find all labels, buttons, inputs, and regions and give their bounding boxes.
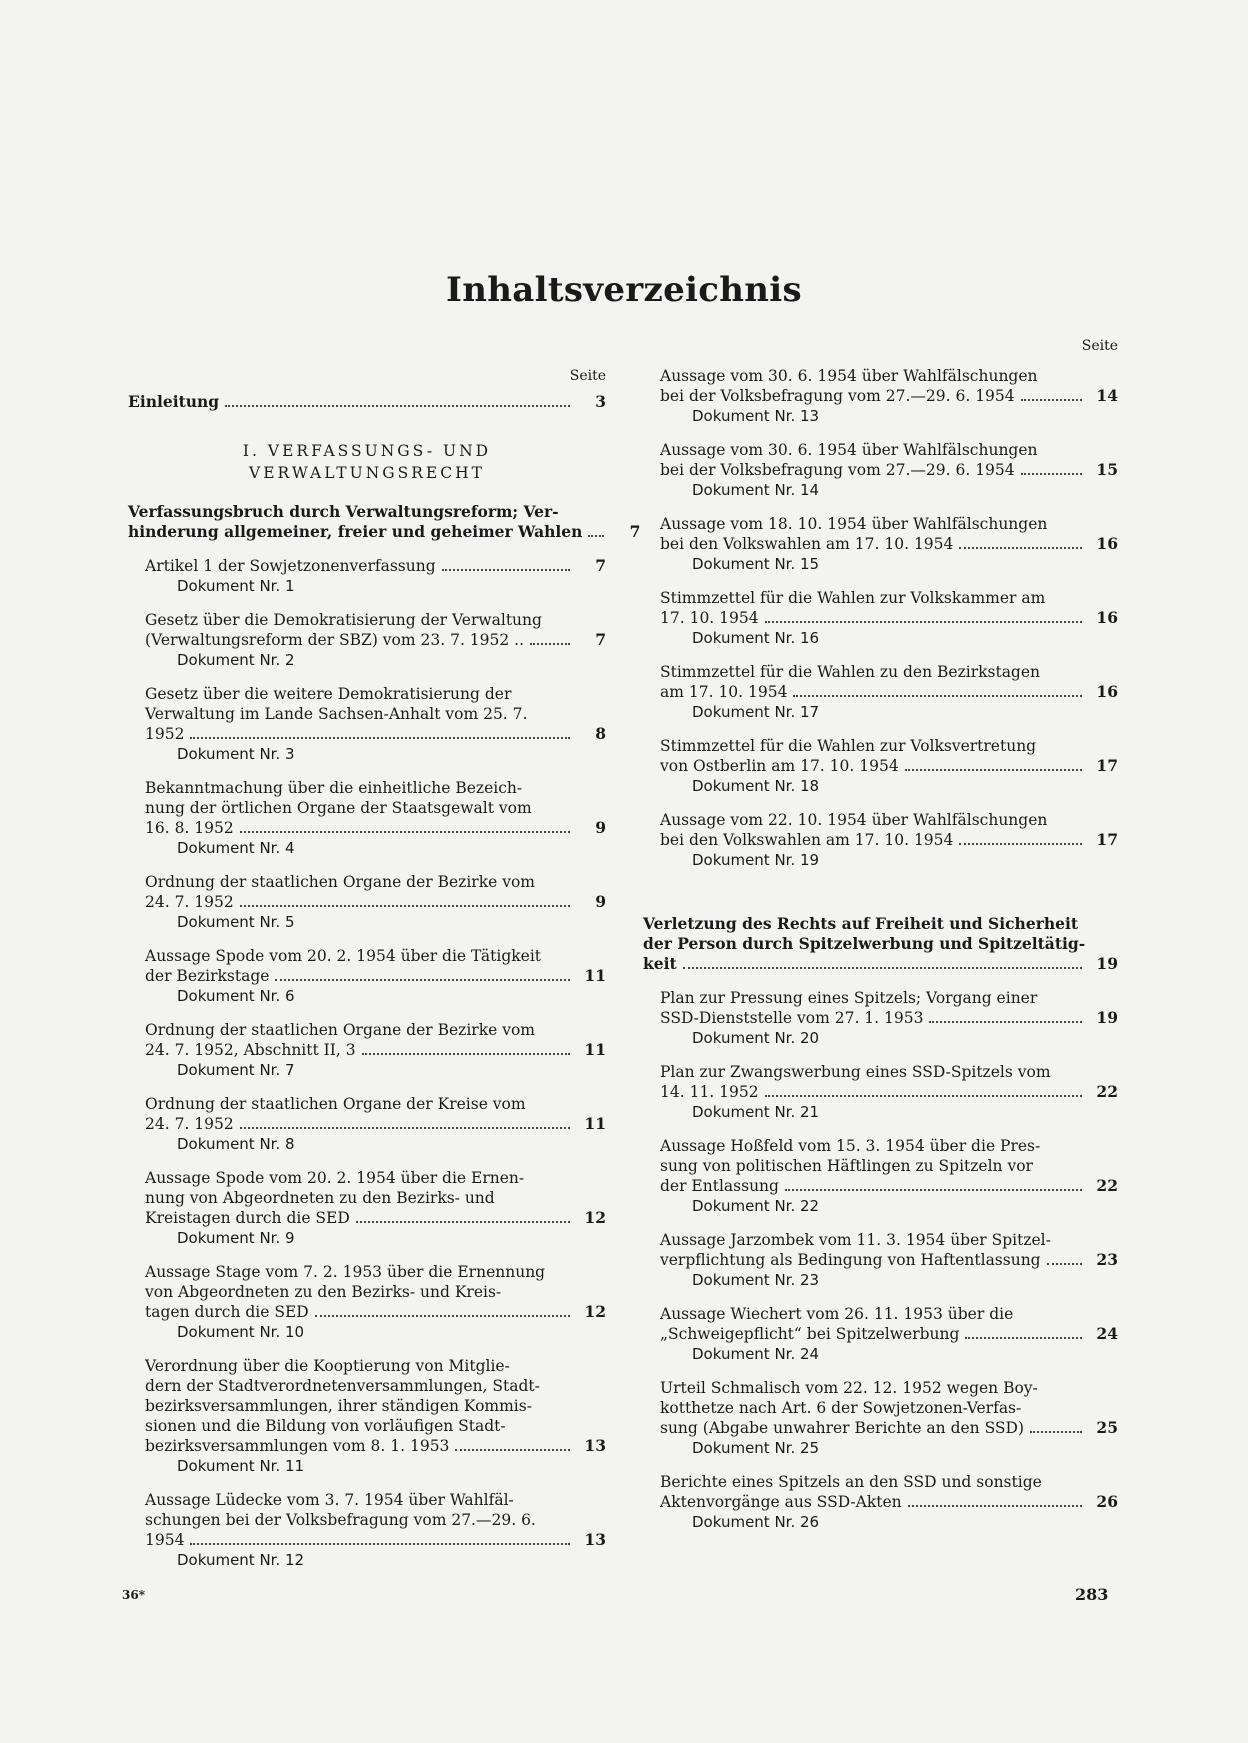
dot-leader: [959, 547, 1082, 549]
toc-entry[interactable]: [660, 1062, 1118, 1122]
dot-leader: [793, 695, 1082, 697]
page-ref: 3: [595, 392, 606, 411]
dot-leader: [588, 535, 604, 537]
dot-leader: [765, 1095, 1082, 1097]
document-number: Dokument Nr. 8: [177, 1135, 295, 1153]
document-number: Dokument Nr. 24: [692, 1345, 820, 1363]
toc-entry[interactable]: [660, 514, 1118, 574]
dot-leader: [1021, 473, 1082, 475]
toc-entry[interactable]: [145, 1356, 606, 1476]
entry-text-line: Verletzung des Rechts auf Freiheit und Sicherheit: [643, 914, 1079, 933]
toc-entry[interactable]: [145, 1168, 606, 1248]
entry-text-line: Berichte eines Spitzels an den SSD und sonstige: [660, 1473, 1042, 1491]
entry-text-line: Plan zur Pressung eines Spitzels; Vorgang einer: [660, 989, 1038, 1007]
entry-text-line: Urteil Schmalisch vom 22. 12. 1952 wegen Boy-: [660, 1379, 1038, 1397]
page-ref: 19: [1096, 954, 1118, 973]
toc-entry[interactable]: [145, 872, 606, 932]
toc-list-right-b: [643, 988, 1118, 1532]
page-ref: 11: [584, 1114, 606, 1133]
entry-text-line: Kreistagen durch die SED: [145, 1209, 350, 1227]
dot-leader: [929, 1021, 1082, 1023]
document-number: Dokument Nr. 18: [692, 777, 820, 795]
seite-header: Seite: [1081, 338, 1118, 354]
document-number: Dokument Nr. 16: [692, 629, 820, 647]
entry-text-line: Ordnung der staatlichen Organe der Bezirke vom: [145, 1021, 535, 1039]
entry-text-line: Aktenvorgänge aus SSD-Akten: [660, 1493, 902, 1511]
toc-main-entry[interactable]: [643, 914, 1118, 974]
entry-text-line: schungen bei der Volksbefragung vom 27.—29. 6.: [145, 1511, 536, 1529]
entry-text-line: 24. 7. 1952: [145, 1115, 234, 1133]
page-ref: 7: [595, 630, 606, 649]
entry-text-line: der Bezirkstage: [145, 967, 270, 985]
entry-text-line: Plan zur Zwangswerbung eines SSD-Spitzels vom: [660, 1063, 1051, 1081]
page-ref: 14: [1096, 386, 1118, 405]
toc-entry[interactable]: [660, 440, 1118, 500]
document-number: Dokument Nr. 11: [177, 1457, 305, 1475]
entry-text-line: Stimmzettel für die Wahlen zur Volksvertretung: [660, 737, 1037, 755]
document-number: Dokument Nr. 5: [177, 913, 295, 931]
page-ref: 16: [1096, 534, 1118, 553]
seite-header: Seite: [569, 368, 606, 384]
document-number: Dokument Nr. 10: [177, 1323, 305, 1341]
page-ref: 12: [584, 1302, 606, 1321]
entry-text-line: von Ostberlin am 17. 10. 1954: [660, 757, 899, 775]
document-number: Dokument Nr. 3: [177, 745, 295, 763]
entry-text-line: Aussage Stage vom 7. 2. 1953 über die Ernennung: [145, 1263, 546, 1281]
entry-text-line: „Schweigepflicht“ bei Spitzelwerbung: [660, 1325, 960, 1343]
entry-text-line: bezirksversammlungen vom 8. 1. 1953: [145, 1437, 450, 1455]
entry-text-line: sung von politischen Häftlingen zu Spitzeln vor: [660, 1157, 1033, 1175]
document-number: Dokument Nr. 15: [692, 555, 820, 573]
page-ref: 15: [1096, 460, 1118, 479]
toc-column-left: [128, 368, 641, 1584]
entry-text-line: Verfassungsbruch durch Verwaltungsreform; Ver-: [128, 502, 559, 521]
dot-leader: [785, 1189, 1082, 1191]
entry-text-line: 24. 7. 1952, Abschnitt II, 3: [145, 1041, 356, 1059]
dot-leader: [1021, 399, 1082, 401]
entry-text-line: bei der Volksbefragung vom 27.—29. 6. 1954: [660, 387, 1015, 405]
page-ref: 26: [1096, 1492, 1118, 1511]
entry-text-line: Ordnung der staatlichen Organe der Bezirke vom: [145, 873, 535, 891]
entry-text-line: SSD-Dienststelle vom 27. 1. 1953: [660, 1009, 924, 1027]
document-number: Dokument Nr. 4: [177, 839, 295, 857]
entry-text-line: bei der Volksbefragung vom 27.—29. 6. 1954: [660, 461, 1015, 479]
dot-leader: [356, 1221, 570, 1223]
document-number: Dokument Nr. 7: [177, 1061, 295, 1079]
entry-text-line: Verordnung über die Kooptierung von Mitglie-: [145, 1357, 510, 1375]
page-ref: 22: [1096, 1082, 1118, 1101]
page-ref: 13: [584, 1436, 606, 1455]
section-heading: I. VERFASSUNGS- UND VERWALTUNGSRECHT: [242, 442, 492, 482]
document-number: Dokument Nr. 1: [177, 577, 295, 595]
dot-leader: [683, 967, 1082, 969]
dot-leader: [765, 621, 1082, 623]
toc-entry[interactable]: [145, 1490, 606, 1570]
page-ref: 17: [1096, 830, 1118, 849]
dot-leader: [1047, 1263, 1082, 1265]
toc-entry[interactable]: [660, 736, 1118, 796]
dot-leader: [225, 405, 570, 407]
toc-entry[interactable]: [145, 946, 606, 1006]
dot-leader: [908, 1505, 1082, 1507]
page-ref: 16: [1096, 608, 1118, 627]
page-ref: 19: [1096, 1008, 1118, 1027]
entry-text-line: bei den Volkswahlen am 17. 10. 1954: [660, 831, 954, 849]
toc-entry[interactable]: [660, 1304, 1118, 1364]
entry-text-line: Aussage Spode vom 20. 2. 1954 über die Tätigkeit: [145, 947, 542, 965]
page-title: Inhaltsverzeichnis: [446, 270, 802, 310]
page-number: 283: [1075, 1585, 1109, 1604]
entry-text-line: der Person durch Spitzelwerbung und Spitzeltätig-: [643, 934, 1086, 953]
entry-text-line: bezirksversammlungen, ihrer ständigen Kommis-: [145, 1397, 532, 1415]
toc-entry[interactable]: [145, 684, 606, 764]
dot-leader: [315, 1315, 570, 1317]
document-number: Dokument Nr. 23: [692, 1271, 820, 1289]
entry-text-line: von Abgeordneten zu den Bezirks- und Kreis-: [145, 1283, 502, 1301]
page-ref: 23: [1096, 1250, 1118, 1269]
entry-text-line: Aussage vom 30. 6. 1954 über Wahlfälschungen: [660, 367, 1038, 385]
entry-title: Einleitung: [128, 392, 220, 411]
entry-text-line: 16. 8. 1952: [145, 819, 234, 837]
toc-entry[interactable]: [145, 1020, 606, 1080]
page-ref: 11: [584, 1040, 606, 1059]
page-ref: 11: [584, 966, 606, 985]
page-ref: 9: [595, 892, 606, 911]
toc-entry[interactable]: [145, 556, 606, 596]
entry-text-line: Stimmzettel für die Wahlen zu den Bezirkstagen: [660, 663, 1041, 681]
toc-entry[interactable]: [660, 988, 1118, 1048]
toc-entry[interactable]: [145, 1262, 606, 1342]
entry-text-line: Aussage Wiechert vom 26. 11. 1953 über die: [660, 1305, 1014, 1323]
dot-leader: [905, 769, 1082, 771]
entry-text-line: verpflichtung als Bedingung von Haftentlassung: [660, 1251, 1041, 1269]
page-ref: 8: [595, 724, 606, 743]
page-ref: 24: [1096, 1324, 1118, 1343]
toc-column-right: [643, 338, 1118, 1546]
entry-text-line: Verwaltung im Lande Sachsen-Anhalt vom 25. 7.: [145, 705, 528, 723]
signature-mark: 36*: [122, 1588, 145, 1602]
entry-text-line: tagen durch die SED: [145, 1303, 309, 1321]
dot-leader: [240, 831, 570, 833]
page-ref: 17: [1096, 756, 1118, 775]
page-ref: 16: [1096, 682, 1118, 701]
document-number: Dokument Nr. 6: [177, 987, 295, 1005]
document-number: Dokument Nr. 9: [177, 1229, 295, 1247]
document-number: Dokument Nr. 21: [692, 1103, 820, 1121]
toc-entry[interactable]: [145, 1094, 606, 1154]
entry-text-line: Artikel 1 der Sowjetzonenverfassung: [145, 557, 436, 575]
dot-leader: [530, 643, 570, 645]
page-ref: 7: [629, 522, 641, 541]
document-number: Dokument Nr. 26: [692, 1513, 820, 1531]
toc-entry[interactable]: [660, 588, 1118, 648]
toc-entry[interactable]: [145, 778, 606, 858]
entry-text-line: 14. 11. 1952: [660, 1083, 759, 1101]
page-ref: 7: [595, 556, 606, 575]
dot-leader: [1030, 1431, 1082, 1433]
dot-leader: [275, 979, 570, 981]
document-number: Dokument Nr. 22: [692, 1197, 820, 1215]
entry-text-line: Aussage vom 22. 10. 1954 über Wahlfälschungen: [660, 811, 1048, 829]
entry-text-line: Aussage Hoßfeld vom 15. 3. 1954 über die Pres-: [660, 1137, 1041, 1155]
entry-text-line: sung (Abgabe unwahrer Berichte an den SSD): [660, 1419, 1025, 1437]
page-ref: 13: [584, 1530, 606, 1549]
entry-text-line: hinderung allgemeiner, freier und geheimer Wahlen: [128, 522, 583, 541]
document-number: Dokument Nr. 25: [692, 1439, 820, 1457]
dot-leader: [362, 1053, 570, 1055]
toc-entry[interactable]: [660, 1378, 1118, 1458]
entry-text-line: keit: [643, 954, 677, 973]
entry-text-line: Stimmzettel für die Wahlen zur Volkskammer am: [660, 589, 1046, 607]
entry-text-line: Gesetz über die weitere Demokratisierung der: [145, 685, 512, 703]
dot-leader: [965, 1337, 1082, 1339]
toc-entry[interactable]: [660, 366, 1118, 426]
entry-text-line: am 17. 10. 1954: [660, 683, 788, 701]
document-number: Dokument Nr. 17: [692, 703, 820, 721]
entry-text-line: sionen und die Bildung von vorläufigen Stadt-: [145, 1417, 506, 1435]
entry-text-line: kotthetze nach Art. 6 der Sowjetzonen-Verfas-: [660, 1399, 1022, 1417]
page-ref: 9: [595, 818, 606, 837]
toc-entry[interactable]: [660, 810, 1118, 870]
entry-text-line: (Verwaltungsreform der SBZ) vom 23. 7. 1952 ..: [145, 631, 525, 649]
document-number: Dokument Nr. 2: [177, 651, 295, 669]
entry-text-line: der Entlassung: [660, 1177, 779, 1195]
toc-entry[interactable]: [660, 1136, 1118, 1216]
document-number: Dokument Nr. 14: [692, 481, 820, 499]
entry-text-line: 24. 7. 1952: [145, 893, 234, 911]
entry-text-line: Ordnung der staatlichen Organe der Kreise vom: [145, 1095, 526, 1113]
entry-text-line: Aussage Lüdecke vom 3. 7. 1954 über Wahlfäl-: [145, 1491, 514, 1509]
spacer: [643, 884, 1118, 914]
dot-leader: [240, 1127, 570, 1129]
dot-leader: [959, 843, 1082, 845]
page-ref: 12: [584, 1208, 606, 1227]
toc-entry[interactable]: [145, 610, 606, 670]
entry-text-line: Bekanntmachung über die einheitliche Bezeich-: [145, 779, 523, 797]
toc-main-entry[interactable]: [128, 502, 641, 542]
dot-leader: [190, 1543, 570, 1545]
dot-leader: [455, 1449, 570, 1451]
document-number: Dokument Nr. 19: [692, 851, 820, 869]
entry-text-line: Gesetz über die Demokratisierung der Verwaltung: [145, 611, 542, 629]
toc-entry[interactable]: [660, 1230, 1118, 1290]
entry-text-line: 1954: [145, 1531, 185, 1549]
entry-text-line: nung der örtlichen Organe der Staatsgewalt vom: [145, 799, 532, 817]
toc-list-left: [128, 556, 606, 1570]
page-ref: 25: [1096, 1418, 1118, 1437]
entry-text-line: dern der Stadtverordnetenversammlungen, Stadt-: [145, 1377, 540, 1395]
toc-list-right-a: [643, 366, 1118, 870]
entry-text-line: 17. 10. 1954: [660, 609, 759, 627]
document-number: Dokument Nr. 12: [177, 1551, 305, 1569]
dot-leader: [190, 737, 570, 739]
page-ref: 22: [1096, 1176, 1118, 1195]
toc-entry[interactable]: [660, 662, 1118, 722]
toc-entry[interactable]: [660, 1472, 1118, 1532]
toc-entry-intro[interactable]: [128, 392, 606, 412]
document-number: Dokument Nr. 13: [692, 407, 820, 425]
dot-leader: [240, 905, 570, 907]
entry-text-line: nung von Abgeordneten zu den Bezirks- und: [145, 1189, 495, 1207]
entry-text-line: 1952: [145, 725, 185, 743]
entry-text-line: Aussage Spode vom 20. 2. 1954 über die Ernen-: [145, 1169, 525, 1187]
entry-text-line: Aussage vom 30. 6. 1954 über Wahlfälschungen: [660, 441, 1038, 459]
entry-text-line: Aussage Jarzombek vom 11. 3. 1954 über Spitzel-: [660, 1231, 1051, 1249]
entry-text-line: bei den Volkswahlen am 17. 10. 1954: [660, 535, 954, 553]
document-number: Dokument Nr. 20: [692, 1029, 820, 1047]
dot-leader: [442, 569, 570, 571]
entry-text-line: Aussage vom 18. 10. 1954 über Wahlfälschungen: [660, 515, 1048, 533]
